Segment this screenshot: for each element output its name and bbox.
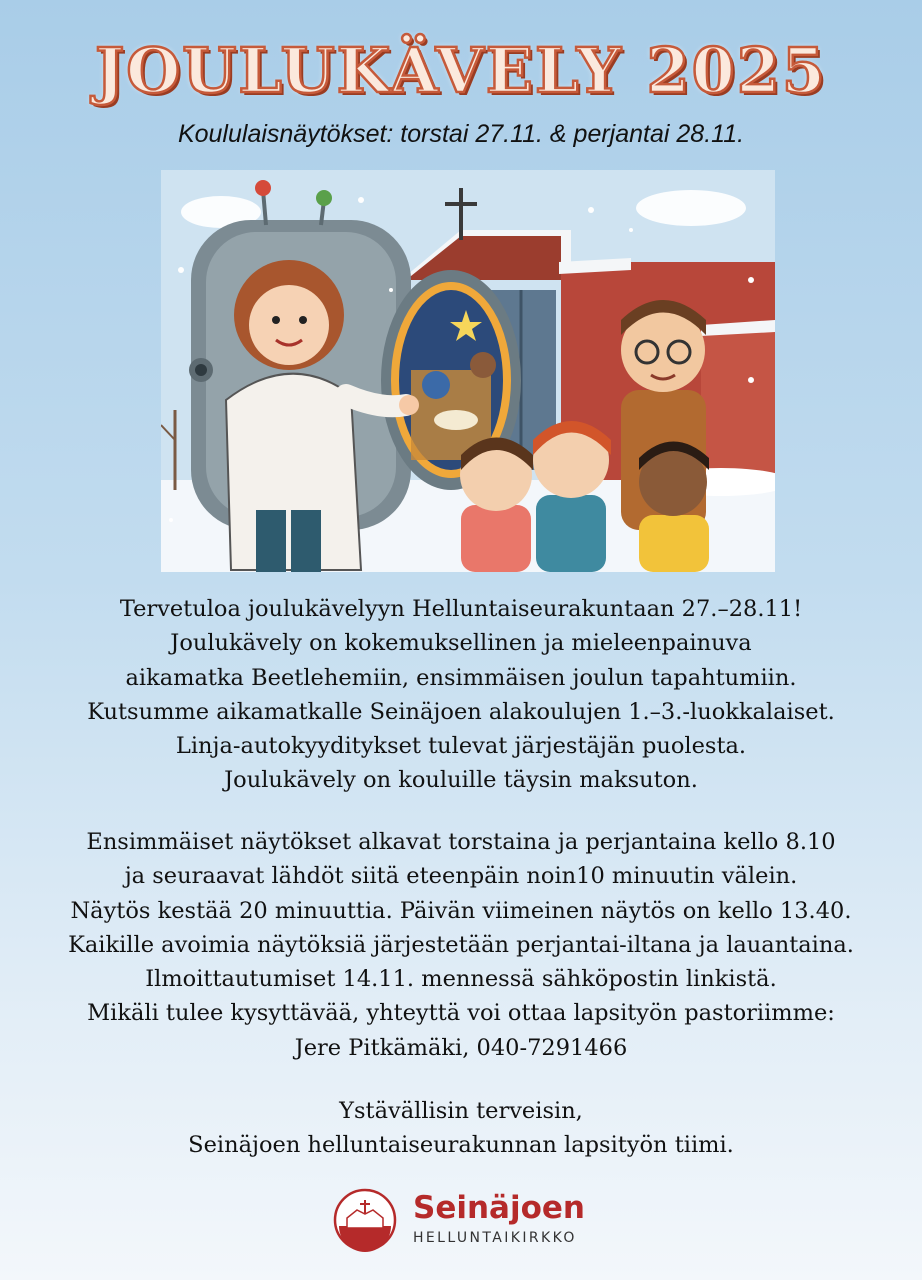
church-logo xyxy=(333,1188,593,1254)
closing-paragraph xyxy=(0,1094,922,1163)
details-line: Ilmoittautumiset 14.11. mennessä sähköpostin linkistä. xyxy=(145,966,777,993)
details-line: Kaikille avoimia näytöksiä järjestetään perjantai-iltana ja lauantaina. xyxy=(68,931,854,958)
nativity-time-machine-illustration xyxy=(161,170,775,572)
closing-line: Ystävällisin terveisin, xyxy=(339,1098,583,1124)
intro-paragraph xyxy=(0,592,922,798)
logo-subtitle: HELLUNTAIKIRKKO xyxy=(413,1230,577,1246)
details-line: Mikäli tulee kysyttävää, yhteyttä voi ottaa lapsityön pastoriimme: xyxy=(87,1000,835,1027)
church-logo-icon xyxy=(333,1188,397,1252)
poster-subtitle: Koululaisnäytökset: torstai 27.11. & perjantai 28.11. xyxy=(177,120,745,148)
contact-line: Jere Pitkämäki, 040-7291466 xyxy=(294,1034,628,1061)
details-line: Ensimmäiset näytökset alkavat torstaina ja perjantaina kello 8.10 xyxy=(86,829,836,855)
intro-line: Linja-autokyyditykset tulevat järjestäjän puolesta. xyxy=(175,733,747,760)
intro-line: Joulukävely on kouluille täysin maksuton. xyxy=(224,767,698,794)
intro-line: Kutsumme aikamatkalle Seinäjoen alakoulujen 1.–3.-luokkalaiset. xyxy=(87,698,835,725)
details-paragraph xyxy=(0,825,922,1065)
intro-line: aikamatka Beetlehemiin, ensimmäisen joulun tapahtumiin. xyxy=(125,664,797,691)
closing-line: Seinäjoen helluntaiseurakunnan lapsityön tiimi. xyxy=(188,1132,734,1159)
intro-line: Joulukävely on kokemuksellinen ja mieleenpainuva xyxy=(170,630,752,657)
poster-title: JOULUKÄVELY 2025 xyxy=(94,34,828,107)
intro-line: Tervetuloa joulukävelyyn Helluntaiseurakuntaan 27.–28.11! xyxy=(119,596,803,622)
logo-name: Seinäjoen xyxy=(413,1190,585,1226)
details-line: Näytös kestää 20 minuuttia. Päivän viimeinen näytös on kello 13.40. xyxy=(70,897,852,924)
details-line: ja seuraavat lähdöt siitä eteenpäin noin10 minuutin välein. xyxy=(124,863,798,890)
